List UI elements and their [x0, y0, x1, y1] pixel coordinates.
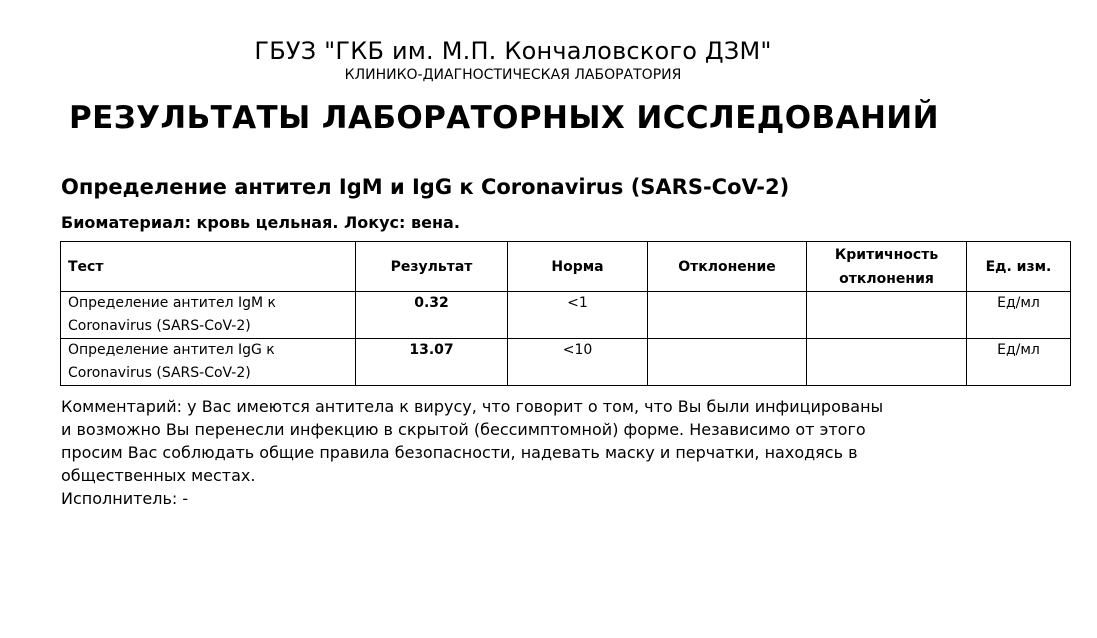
header-criticality-line2: отклонения [839, 270, 934, 287]
cell-result: 0.32 [356, 292, 508, 339]
cell-test-line1: Определение антител IgM к [68, 295, 276, 311]
table-row [61, 292, 1071, 339]
table-row [61, 339, 1071, 386]
test-title: Определение антител IgM и IgG к Coronavirus (SARS-CoV-2) [61, 175, 790, 199]
cell-test [61, 292, 356, 339]
cell-unit: Ед/мл [967, 292, 1071, 339]
comment-line: общественных местах. [61, 466, 256, 485]
table-header-row [61, 242, 1071, 292]
cell-criticality [807, 339, 967, 386]
cell-test [61, 339, 356, 386]
header-unit: Ед. изм. [967, 242, 1071, 292]
biomaterial-line: Биоматериал: кровь цельная. Локус: вена. [61, 213, 460, 232]
comment-line: и возможно Вы перенесли инфекцию в скрытой (бессимптомной) форме. Независимо от этого [61, 420, 866, 439]
cell-norm: <1 [508, 292, 648, 339]
executor-line: Исполнитель: - [61, 489, 189, 508]
lab-name: КЛИНИКО-ДИАГНОСТИЧЕСКАЯ ЛАБОРАТОРИЯ [344, 67, 682, 83]
org-name: ГБУЗ "ГКБ им. М.П. Кончаловского ДЗМ" [254, 37, 772, 65]
cell-unit: Ед/мл [967, 339, 1071, 386]
report-title: РЕЗУЛЬТАТЫ ЛАБОРАТОРНЫХ ИССЛЕДОВАНИЙ [69, 100, 939, 136]
header-test: Тест [61, 242, 356, 292]
header-result: Результат [356, 242, 508, 292]
header-norm: Норма [508, 242, 648, 292]
cell-test-line1: Определение антител IgG к [68, 342, 275, 358]
cell-test-line2: Coronavirus (SARS-CoV-2) [68, 365, 251, 381]
cell-criticality [807, 292, 967, 339]
header-deviation: Отклонение [648, 242, 807, 292]
comment-line: просим Вас соблюдать общие правила безопасности, надевать маску и перчатки, находясь в [61, 443, 858, 462]
header-criticality-line1: Критичность [834, 246, 939, 263]
cell-norm: <10 [508, 339, 648, 386]
comment-line: Комментарий: у Вас имеются антитела к вирусу, что говорит о том, что Вы были инфицированы [61, 397, 884, 416]
cell-deviation [648, 292, 807, 339]
header-criticality [807, 242, 967, 292]
comment-text [61, 395, 981, 487]
cell-deviation [648, 339, 807, 386]
results-table [60, 241, 1071, 386]
cell-result: 13.07 [356, 339, 508, 386]
cell-test-line2: Coronavirus (SARS-CoV-2) [68, 318, 251, 334]
